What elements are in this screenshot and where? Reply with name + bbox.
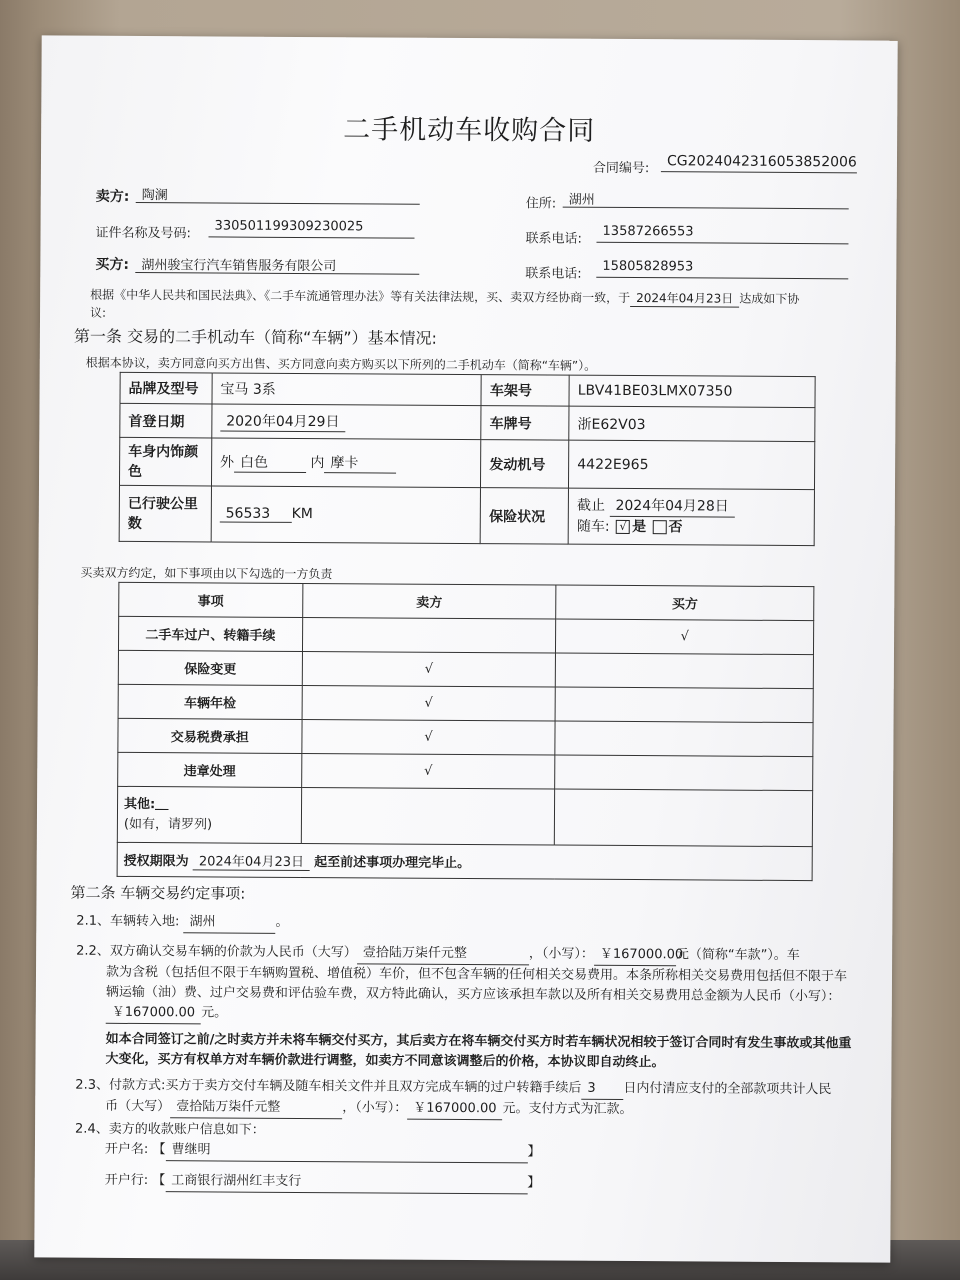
- buyer-mark: [556, 653, 814, 689]
- period-date: 2024年04月23日: [193, 850, 310, 871]
- brand-value: 宝马 3系: [212, 373, 482, 406]
- color-cell: 外 白色 内 摩卡: [211, 438, 481, 488]
- clause-2-2: 2.2、双方确认交易车辆的价款为人民币（大写） 壹拾陆万柒仟元整 ，（小写）： ￥167000.00元（简称“车款”）。车 款为含税（包括但不限于车辆购置税、增值税）车价，但不包含车辆的任何相关交易费用。本条所称相关交易费用包括但不限于车 辆运输（油）费、过户交易费和评估验车费，双方特此确认，买方应该承担车款以及所有相关交易费用总金额为人民币（小写）： ￥167000.00 元。 如本合同签订之前/之时卖方并未将车辆交付买方，其后卖方在将车辆交付买方时若车辆状况相较于签订合同时有发生事故或其他重 大变化，买方有权单方对车辆价款进行调整，如卖方不同意该调整后的价格，本协议即自动终止。: [75, 942, 852, 1075]
- clause-2-4: 2.4、卖方的收款账户信息如下： 开户名: 【 曹继明 】 开户行: 【 工商银行湖州红丰支行 】: [75, 1120, 541, 1195]
- mileage-value: 56533: [220, 505, 292, 522]
- bank-name: 工商银行湖州红丰支行: [165, 1171, 527, 1194]
- contract-title: 二手机动车收购合同: [343, 114, 596, 147]
- insurance-label: 保险状况: [480, 488, 568, 545]
- color-label: 车身内饰颜色: [119, 437, 211, 486]
- other-seller: [301, 787, 555, 845]
- total-amount: ￥167000.00: [106, 1003, 201, 1025]
- seller-phone: 13587266553: [596, 224, 848, 245]
- article1-title: 第一条 交易的二手机动车（简称“车辆”）基本情况:: [73, 326, 438, 348]
- buyer-mark: √: [556, 619, 814, 655]
- reg-label: 首登日期: [120, 403, 212, 438]
- insurance-cell: 截止 2024年04月28日 随车: √ 是 否: [568, 488, 814, 546]
- resp-intro: 买卖双方约定，如下事项由以下勾选的一方负责: [80, 565, 333, 582]
- brand-label: 品牌及型号: [120, 372, 212, 404]
- preamble-line2: 议:: [90, 305, 107, 320]
- destination: 湖州: [183, 912, 275, 934]
- id-value: 330501199309230025: [209, 218, 415, 238]
- interior-color: 摩卡: [324, 452, 396, 473]
- exterior-color: 白色: [234, 452, 306, 473]
- engine-value: 4422E965: [569, 440, 815, 490]
- payment-number: ￥167000.00: [407, 1099, 502, 1121]
- table-row: 交易税费承担: [118, 718, 302, 753]
- payment-days: 3: [581, 1079, 623, 1100]
- seller-mark: √: [301, 753, 555, 789]
- header-item: 事项: [119, 582, 303, 617]
- reg-value: 2020年04月29日: [220, 410, 345, 432]
- buyer-phone-label: 联系电话:: [525, 266, 582, 282]
- article2-title: 第二条 车辆交易约定事项:: [70, 883, 246, 903]
- seller-mark: √: [302, 685, 556, 721]
- mileage-label: 已行驶公里数: [119, 485, 211, 542]
- contract-no-label: 合同编号:: [592, 160, 650, 177]
- address-value: 湖州: [563, 189, 849, 210]
- other-cell: 其他:＿ (如有，请罗列): [117, 786, 301, 843]
- insurance-date: 2024年04月28日: [609, 496, 734, 518]
- plate-value: 浙E62V03: [569, 406, 815, 442]
- adjustment-clause: 如本合同签订之前/之时卖方并未将车辆交付买方，其后卖方在将车辆交付买方时若车辆状况相较于签订合同时有发生事故或其他重: [105, 1031, 852, 1052]
- buyer-label: 买方:: [95, 256, 129, 273]
- seller-mark: √: [302, 719, 556, 755]
- plate-label: 车牌号: [481, 406, 569, 441]
- vehicle-info-table: [119, 372, 816, 546]
- price-number: ￥167000.00: [594, 945, 676, 967]
- header-buyer: 买方: [556, 585, 814, 621]
- article1-intro: 根据本协议，卖方同意向买方出售、买方同意向卖方购买以下所列的二手机动车（简称“车辆”）。: [85, 355, 597, 373]
- table-row: 二手车过户、转籍手续: [118, 616, 302, 651]
- header-seller: 卖方: [302, 584, 556, 620]
- seller-name: 陶澜: [136, 184, 420, 205]
- authorization-period: 授权期限为 2024年04月23日 起至前述事项办理完毕止。: [117, 842, 812, 880]
- reg-cell: [212, 404, 482, 440]
- yes-checkbox[interactable]: √: [616, 520, 630, 534]
- id-label: 证件名称及号码:: [95, 225, 191, 242]
- account-name: 曹继明: [165, 1140, 527, 1163]
- table-row: 车辆年检: [118, 684, 302, 719]
- buyer-phone: 15805828953: [596, 259, 848, 280]
- table-row: 保险变更: [118, 650, 302, 685]
- seller-mark: [302, 618, 556, 654]
- seller-label: 卖方:: [95, 188, 130, 205]
- address-label: 住所:: [525, 196, 557, 212]
- preamble: 根据《中华人民共和国民法典》、《二手车流通管理办法》等有关法律法规，买、卖双方经协商一致，于 2024年04月23日 达成如下协: [90, 287, 800, 307]
- other-buyer: [555, 789, 813, 847]
- buyer-mark: [555, 721, 813, 757]
- payment-words: 壹拾陆万柒仟元整: [170, 1097, 342, 1119]
- table-row: 违章处理: [118, 752, 302, 787]
- contract-no-value: CG20240423160538520​06: [661, 153, 857, 173]
- engine-label: 发动机号: [481, 440, 569, 489]
- vin-value: LBV41BE03LMX07350: [569, 375, 815, 408]
- responsibility-table: [117, 582, 815, 881]
- buyer-mark: [555, 687, 813, 723]
- vin-label: 车架号: [481, 375, 569, 407]
- seller-phone-label: 联系电话:: [525, 231, 582, 247]
- seller-mark: √: [302, 651, 556, 687]
- no-checkbox[interactable]: [653, 520, 667, 534]
- contract-paper: [34, 35, 897, 1262]
- clause-2-1: 2.1、车辆转入地: 湖州 。: [76, 912, 288, 934]
- mileage-cell: 56533 KM: [211, 486, 481, 544]
- buyer-name: 湖州骏宝行汽车销售服务有限公司: [135, 254, 419, 275]
- price-words: 壹拾陆万柒仟元整: [357, 943, 529, 965]
- buyer-mark: [555, 755, 813, 791]
- adjustment-clause-2: 大变化，买方有权单方对车辆价款进行调整，如卖方不同意该调整后的价格，本协议即自动终止。: [105, 1051, 665, 1071]
- clause-2-3: 2.3、付款方式:买方于卖方交付车辆及随车相关文件并且双方完成车辆的过户转籍手续后 3 日内付清应支付的全部款项共计人民 币（大写） 壹拾陆万柒仟元整 ，（小写）： ￥167000.00 元。支付方式为汇款。: [75, 1076, 831, 1123]
